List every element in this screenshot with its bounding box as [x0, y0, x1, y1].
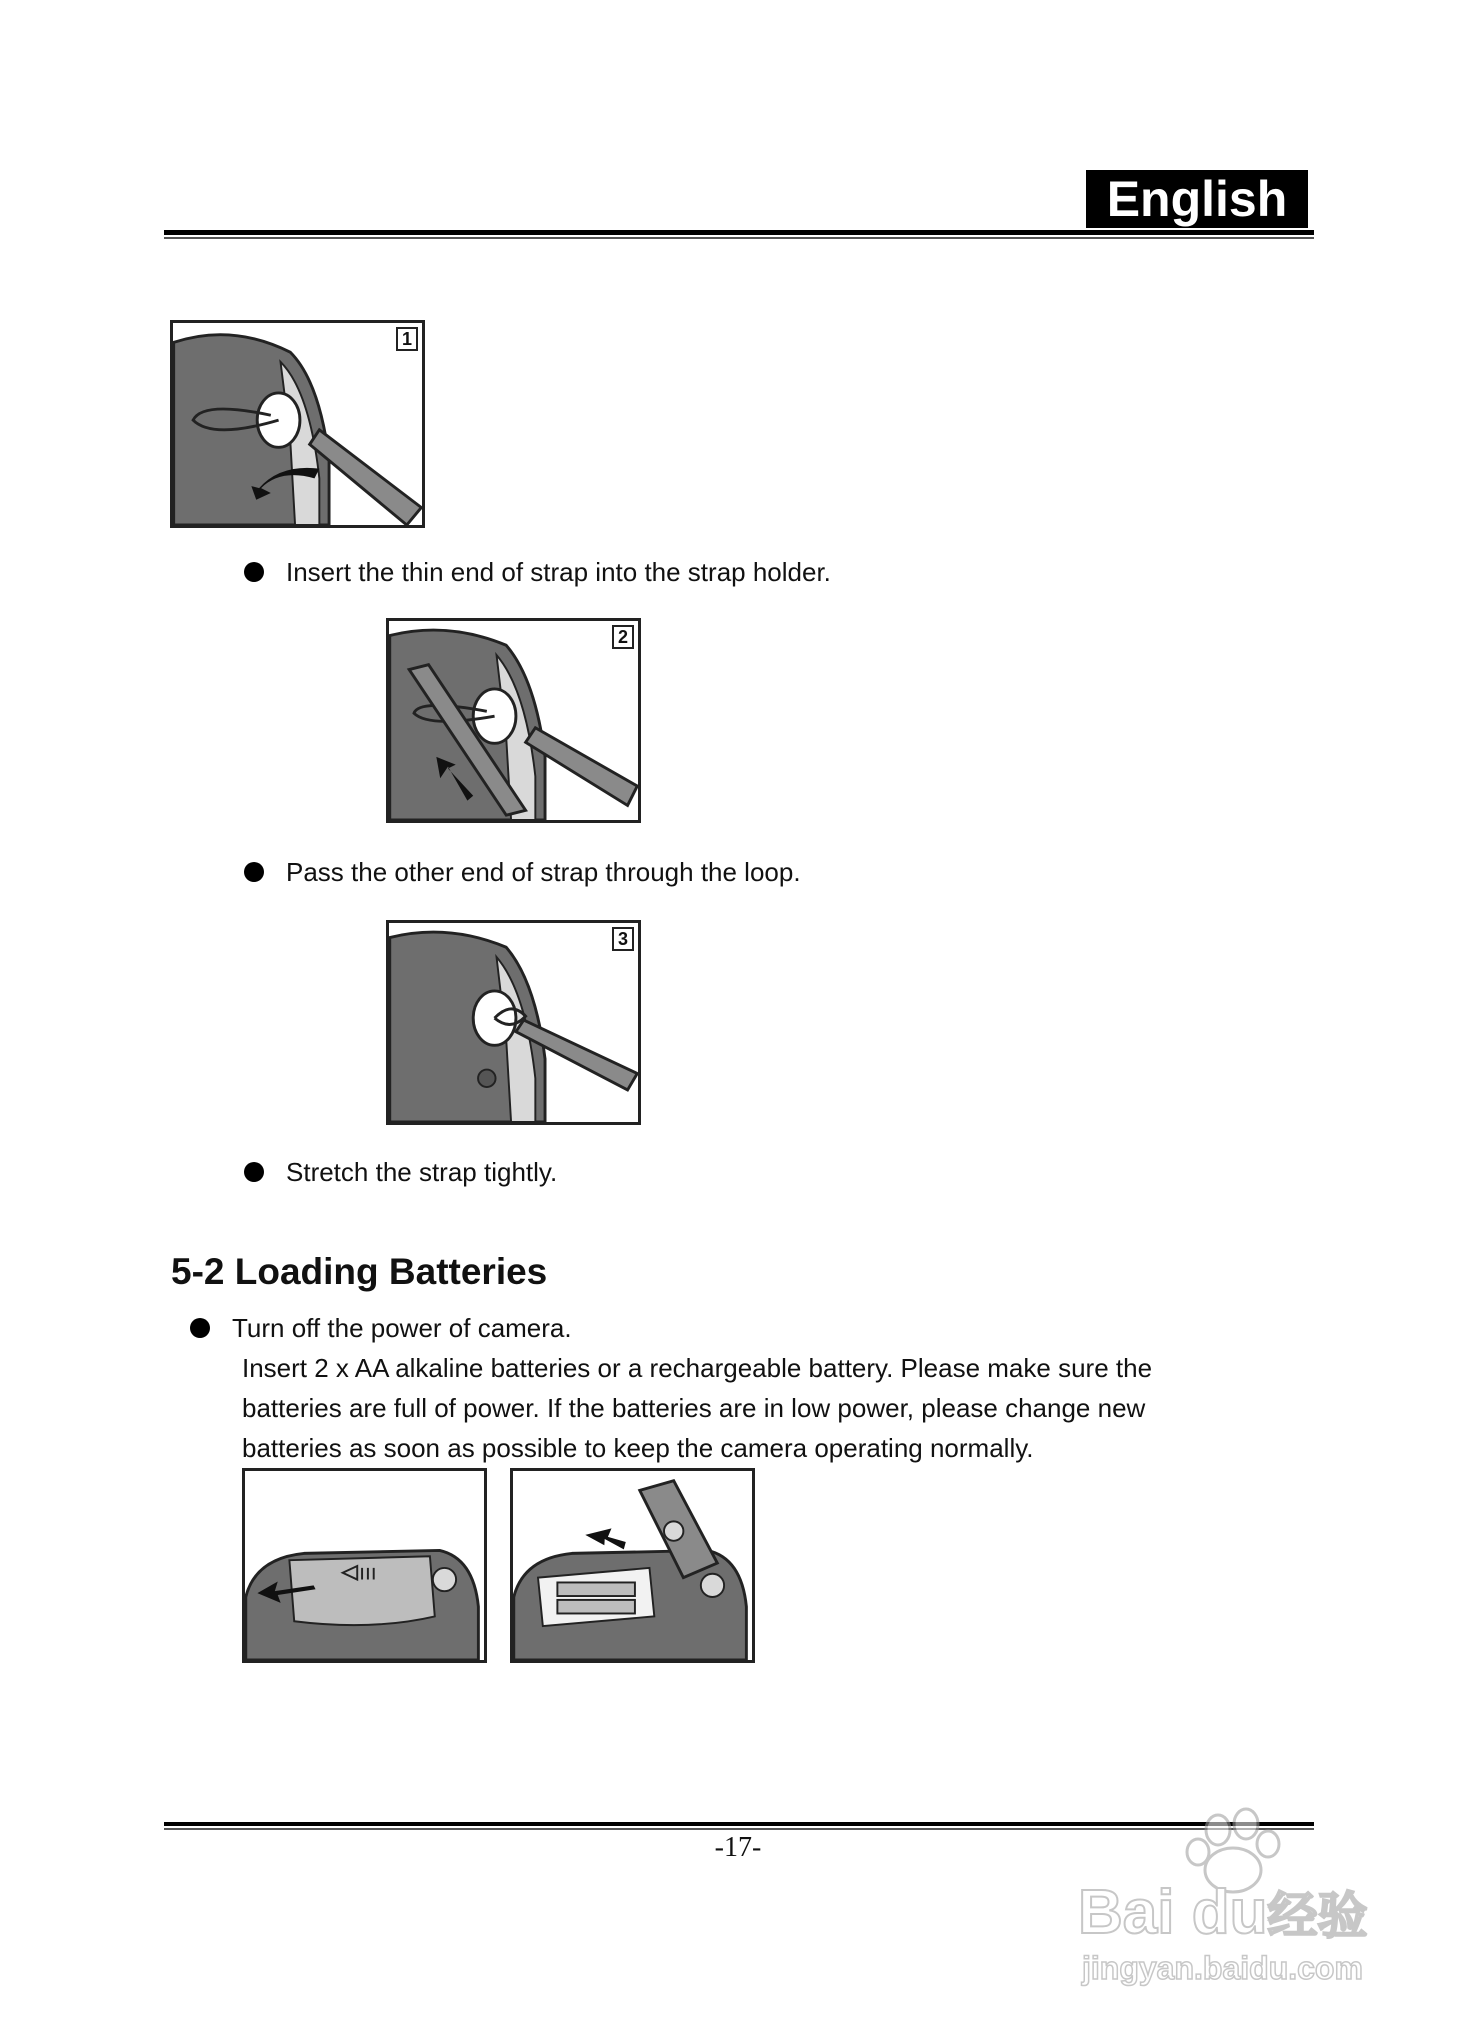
camera-strap-illustration — [389, 923, 638, 1122]
strap-step-3-illustration — [386, 920, 641, 1125]
baidu-watermark — [1068, 1800, 1388, 1990]
paragraph-line: batteries as soon as possible to keep the camera operating normally. — [242, 1433, 1034, 1463]
step-1-text: Insert the thin end of strap into the strap holder. — [286, 557, 831, 587]
battery-cover-slide-illustration — [242, 1468, 487, 1663]
battery-compartment-illustration — [513, 1471, 752, 1660]
step-2-caption — [244, 856, 801, 888]
section-bullet-text: Turn off the power of camera. — [232, 1313, 572, 1343]
camera-strap-illustration — [389, 621, 638, 820]
header-rule-thin — [164, 237, 1314, 239]
section-heading: 5-2 Loading Batteries — [171, 1251, 548, 1292]
paragraph-line: Insert 2 x AA alkaline batteries or a rechargeable battery. Please make sure the — [242, 1353, 1153, 1383]
battery-compartment-illustration — [245, 1471, 484, 1660]
language-badge: English — [1086, 170, 1308, 228]
watermark-brand: Bai du经验 — [1078, 1878, 1368, 1947]
step-number: 1 — [396, 327, 418, 351]
strap-step-2-illustration — [386, 618, 641, 823]
step-2-text: Pass the other end of strap through the loop. — [286, 857, 801, 887]
page-number: -17- — [714, 1832, 762, 1863]
bullet-icon — [244, 862, 264, 882]
section-bullet — [190, 1312, 572, 1344]
watermark-url: jingyan.baidu.com — [1082, 1950, 1363, 1986]
step-number: 3 — [612, 927, 634, 951]
paragraph-line: batteries are full of power. If the batteries are in low power, please change new — [242, 1393, 1146, 1423]
step-3-text: Stretch the strap tightly. — [286, 1157, 558, 1187]
battery-cover-open-illustration — [510, 1468, 755, 1663]
header-rule — [164, 230, 1314, 235]
step-3-caption — [244, 1156, 557, 1188]
bullet-icon — [244, 562, 264, 582]
battery-instructions — [242, 1348, 1282, 1468]
bullet-icon — [244, 1162, 264, 1182]
step-1-caption — [244, 556, 831, 588]
strap-step-1-illustration — [170, 320, 425, 528]
camera-strap-illustration — [173, 323, 422, 525]
bullet-icon — [190, 1318, 210, 1338]
step-number: 2 — [612, 625, 634, 649]
